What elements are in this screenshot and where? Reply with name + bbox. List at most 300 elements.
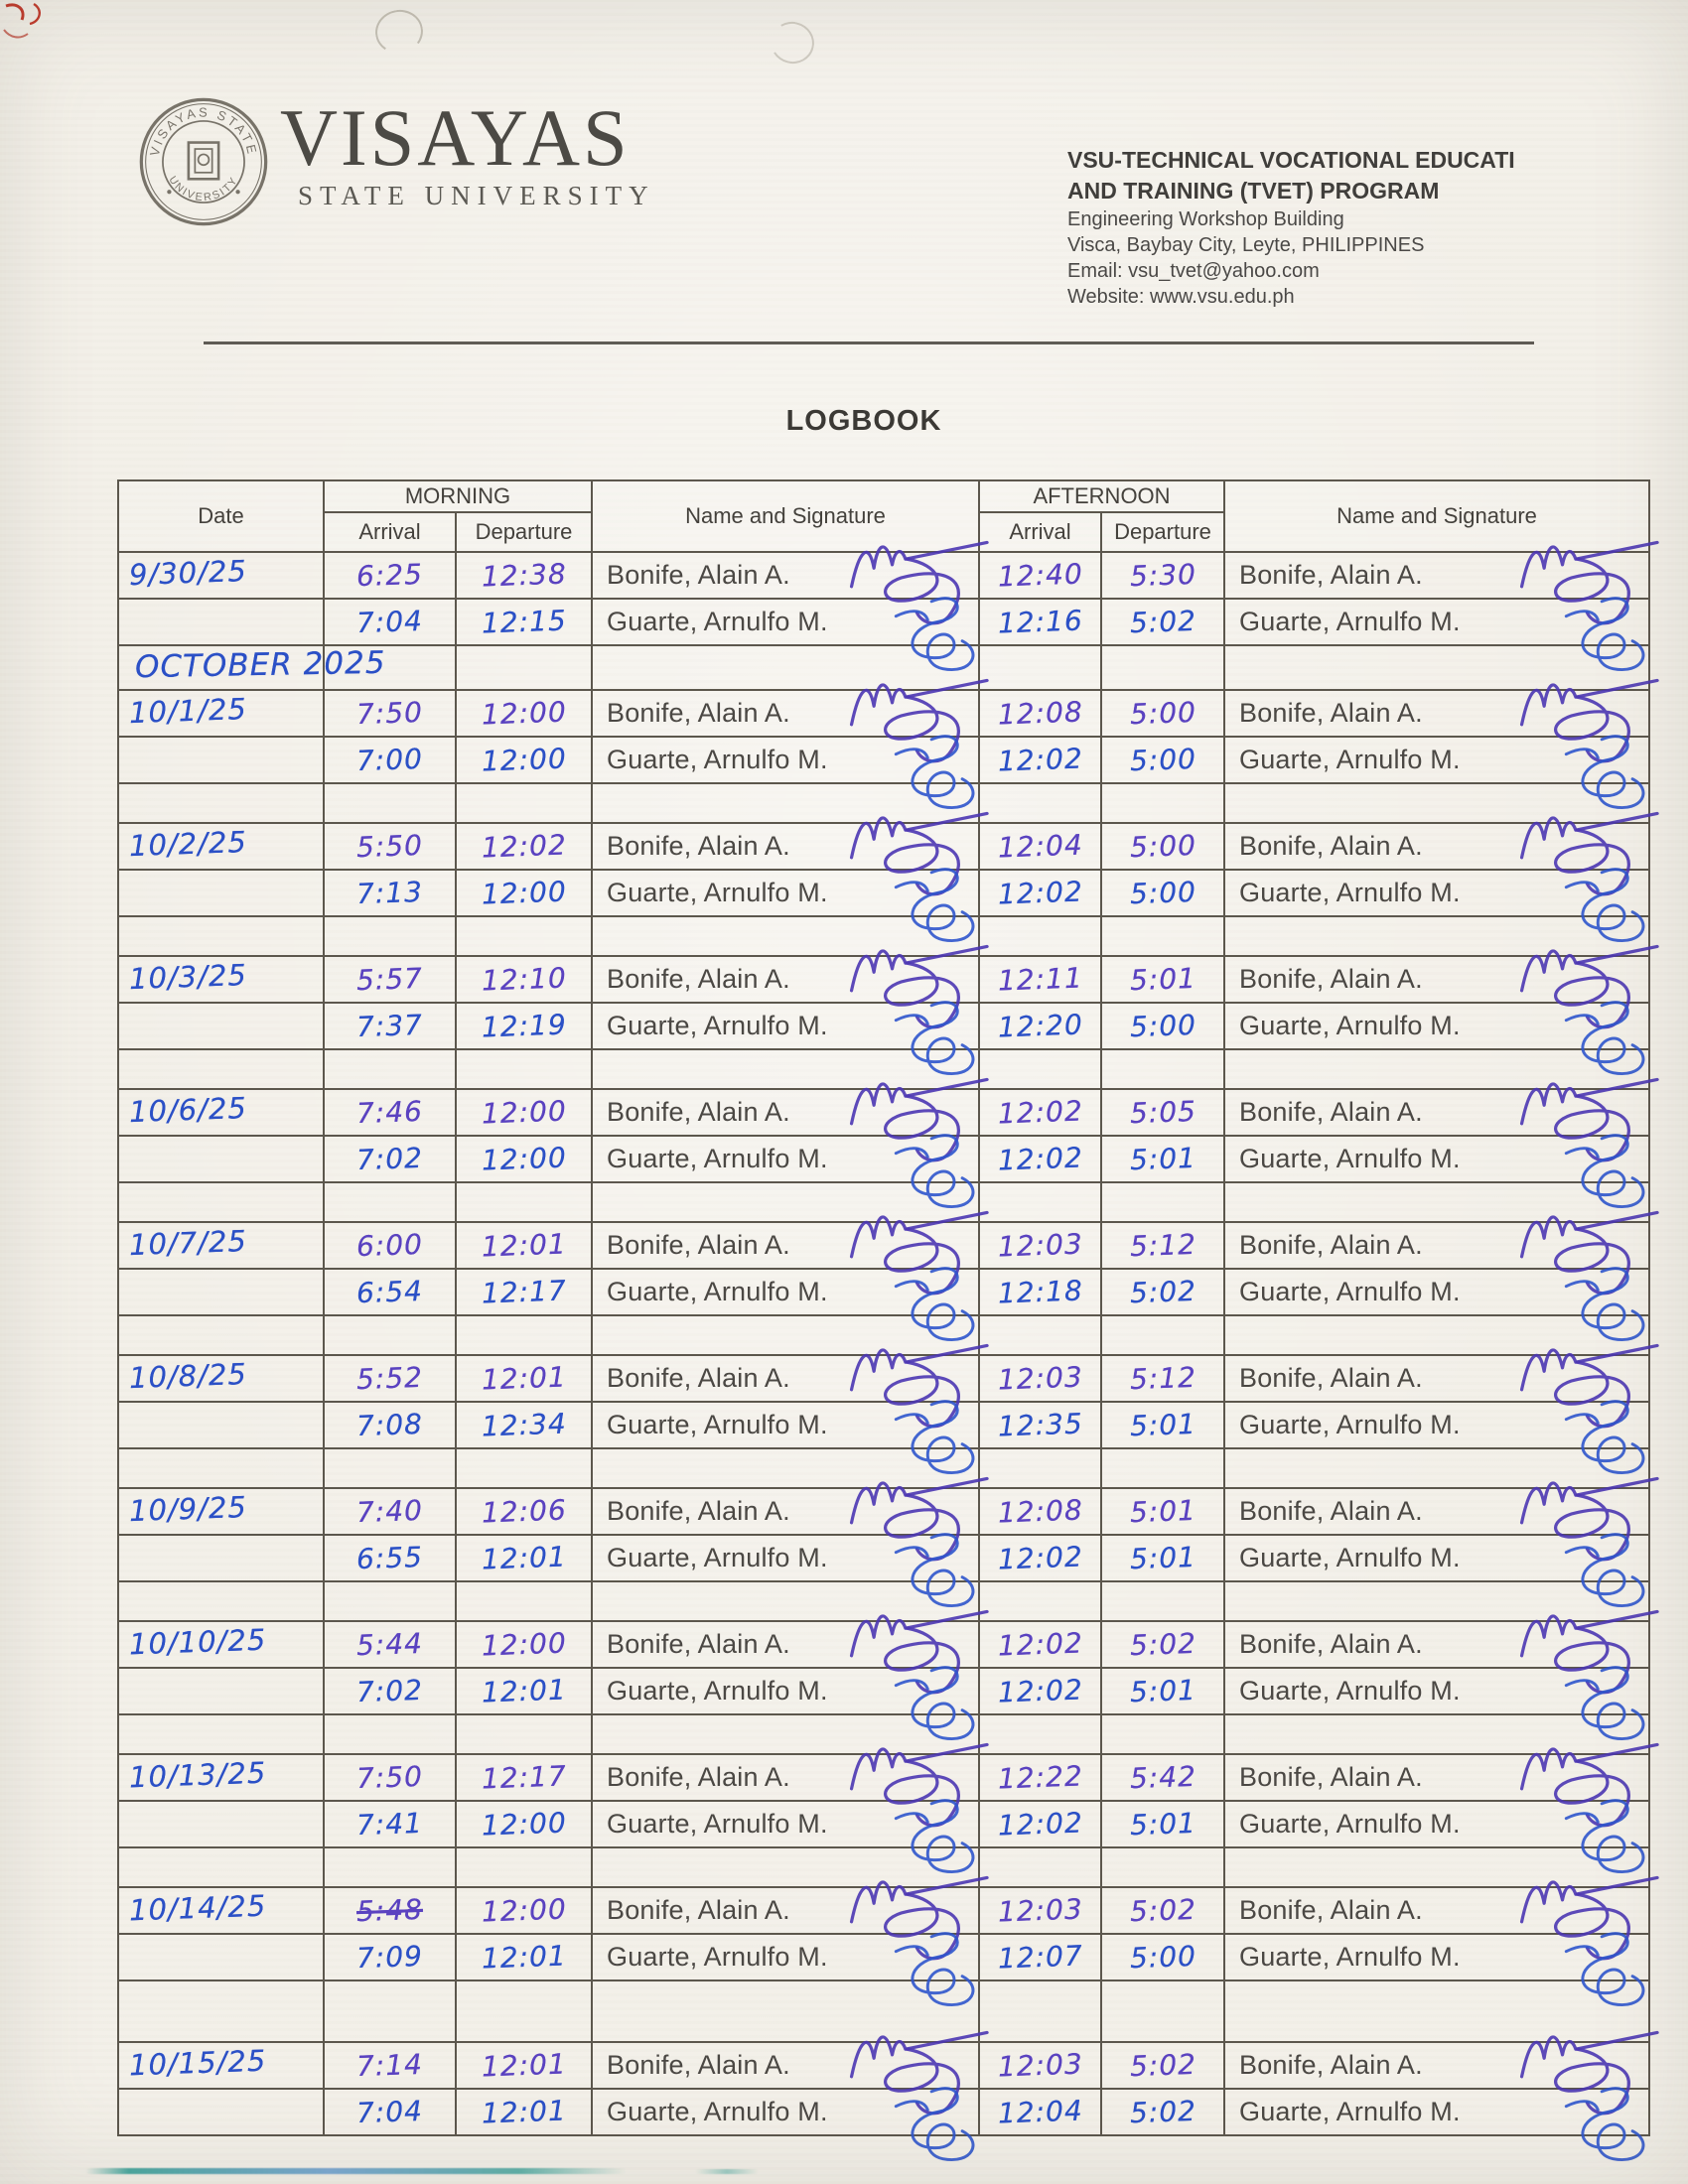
morning-arrival-value: 7:02 <box>355 1673 424 1709</box>
date-cell <box>118 1003 324 1049</box>
afternoon-departure <box>1101 1003 1224 1049</box>
afternoon-name-cell <box>1224 823 1649 870</box>
empty-cell <box>592 1049 979 1089</box>
afternoon-arrival <box>979 870 1101 916</box>
morning-arrival-value: 7:40 <box>355 1493 424 1530</box>
program-title-line1: VSU-TECHNICAL VOCATIONAL EDUCATI <box>1067 147 1515 173</box>
morning-departure-value: 12:00 <box>481 1626 567 1663</box>
morning-name-cell <box>592 1801 979 1847</box>
afternoon-arrival-value: 12:40 <box>997 557 1083 594</box>
morning-arrival <box>324 956 456 1003</box>
empty-cell <box>118 1581 324 1621</box>
morning-name-cell <box>592 1887 979 1934</box>
afternoon-arrival-value: 12:16 <box>997 604 1083 640</box>
morning-departure-value: 12:00 <box>481 1892 567 1929</box>
printed-name: Bonife, Alain A. <box>1239 1629 1423 1659</box>
empty-cell <box>324 1182 456 1222</box>
printed-name: Guarte, Arnulfo M. <box>607 1277 828 1306</box>
afternoon-departure-value: 5:30 <box>1128 557 1196 594</box>
morning-arrival <box>324 2089 456 2135</box>
morning-name-cell <box>592 956 979 1003</box>
morning-departure-value: 12:00 <box>481 1806 567 1843</box>
morning-name-cell <box>592 1934 979 1980</box>
afternoon-name-cell <box>1224 956 1649 1003</box>
date-cell <box>118 1402 324 1448</box>
entry-date: 10/7/25 <box>128 1223 248 1263</box>
printed-name: Bonife, Alain A. <box>1239 1363 1423 1393</box>
morning-arrival <box>324 737 456 783</box>
afternoon-departure-value: 5:01 <box>1128 961 1196 998</box>
afternoon-arrival <box>979 1355 1101 1402</box>
empty-cell <box>324 1714 456 1754</box>
university-wordmark <box>280 92 655 211</box>
afternoon-name-cell <box>1224 1402 1649 1448</box>
afternoon-departure <box>1101 1136 1224 1182</box>
log-entry-row <box>118 1535 1649 1581</box>
empty-cell <box>456 1049 592 1089</box>
printed-name: Bonife, Alain A. <box>1239 964 1423 994</box>
afternoon-departure <box>1101 1621 1224 1668</box>
morning-arrival-value: 5:52 <box>355 1360 424 1397</box>
morning-name-cell <box>592 1668 979 1714</box>
afternoon-arrival <box>979 2042 1101 2089</box>
entry-date: 10/3/25 <box>128 957 248 997</box>
morning-arrival-value: 7:08 <box>355 1407 424 1443</box>
morning-arrival <box>324 1488 456 1535</box>
morning-name-cell <box>592 1402 979 1448</box>
morning-arrival <box>324 870 456 916</box>
spacer-row <box>118 1714 1649 1754</box>
date-cell <box>118 1934 324 1980</box>
morning-departure-value: 12:19 <box>481 1008 567 1044</box>
date-cell <box>118 956 324 1003</box>
morning-arrival-value: 6:00 <box>355 1227 424 1264</box>
morning-arrival <box>324 1136 456 1182</box>
morning-arrival <box>324 1269 456 1315</box>
empty-cell <box>1224 1182 1649 1222</box>
empty-cell <box>456 1714 592 1754</box>
entry-date: 10/6/25 <box>128 1090 248 1130</box>
printed-name: Bonife, Alain A. <box>607 1097 790 1127</box>
afternoon-departure-value: 5:01 <box>1128 1493 1196 1530</box>
morning-name-cell <box>592 1754 979 1801</box>
printed-name: Guarte, Arnulfo M. <box>1239 1144 1461 1173</box>
seal-text-top: VISAYAS STATE <box>146 104 261 158</box>
printed-name: Guarte, Arnulfo M. <box>1239 745 1461 774</box>
morning-departure-value: 12:01 <box>481 1540 567 1576</box>
morning-name-cell <box>592 690 979 737</box>
afternoon-arrival-value: 12:22 <box>997 1759 1083 1796</box>
morning-name-cell <box>592 1269 979 1315</box>
date-cell <box>118 823 324 870</box>
address-line1: Engineering Workshop Building <box>1067 208 1344 231</box>
morning-arrival <box>324 690 456 737</box>
afternoon-arrival <box>979 1003 1101 1049</box>
empty-cell <box>979 1049 1101 1089</box>
empty-cell <box>592 1182 979 1222</box>
morning-departure <box>456 1801 592 1847</box>
empty-cell <box>1101 1980 1224 2042</box>
col-header-afternoon: AFTERNOON <box>979 480 1224 512</box>
afternoon-arrival-value: 12:35 <box>997 1407 1083 1443</box>
month-label: OCTOBER 2025 <box>134 644 386 686</box>
afternoon-arrival <box>979 1754 1101 1801</box>
morning-departure <box>456 599 592 645</box>
printed-name: Bonife, Alain A. <box>607 1496 790 1526</box>
empty-cell <box>456 1182 592 1222</box>
printed-name: Guarte, Arnulfo M. <box>607 878 828 907</box>
program-title-line2: AND TRAINING (TVET) PROGRAM <box>1067 178 1440 205</box>
scanner-ink-streak <box>85 2168 627 2174</box>
afternoon-name-cell <box>1224 1355 1649 1402</box>
afternoon-arrival-value: 12:04 <box>997 828 1083 865</box>
col-header-departure-pm: Departure <box>1101 512 1224 552</box>
afternoon-departure-value: 5:02 <box>1128 1626 1196 1663</box>
afternoon-arrival <box>979 1621 1101 1668</box>
log-entry-row <box>118 1754 1649 1801</box>
morning-departure <box>456 2042 592 2089</box>
morning-departure <box>456 1136 592 1182</box>
empty-cell <box>1224 1448 1649 1488</box>
morning-departure <box>456 1089 592 1136</box>
log-entry-row <box>118 1003 1649 1049</box>
morning-departure <box>456 1754 592 1801</box>
empty-cell <box>324 1581 456 1621</box>
afternoon-departure <box>1101 1887 1224 1934</box>
date-cell <box>118 2089 324 2135</box>
morning-departure <box>456 1887 592 1934</box>
afternoon-arrival <box>979 823 1101 870</box>
afternoon-departure <box>1101 1535 1224 1581</box>
log-entry-row <box>118 599 1649 645</box>
empty-cell <box>1101 1714 1224 1754</box>
afternoon-arrival-value: 12:02 <box>997 1141 1083 1177</box>
morning-arrival-value: 7:09 <box>355 1939 424 1976</box>
morning-arrival-value: 5:50 <box>355 828 424 865</box>
afternoon-name-cell <box>1224 2042 1649 2089</box>
afternoon-departure <box>1101 690 1224 737</box>
printed-name: Bonife, Alain A. <box>607 1230 790 1260</box>
afternoon-arrival-value: 12:02 <box>997 1094 1083 1131</box>
morning-departure-value: 12:01 <box>481 2047 567 2084</box>
afternoon-departure <box>1101 2089 1224 2135</box>
morning-departure-value: 12:38 <box>481 557 567 594</box>
printed-name: Guarte, Arnulfo M. <box>1239 2097 1461 2126</box>
morning-arrival-value: 7:37 <box>355 1008 424 1044</box>
morning-name-cell <box>592 870 979 916</box>
date-cell <box>118 690 324 737</box>
afternoon-name-cell <box>1224 1801 1649 1847</box>
log-entry-row <box>118 2089 1649 2135</box>
col-header-name-afternoon: Name and Signature <box>1224 480 1649 552</box>
morning-departure <box>456 870 592 916</box>
morning-arrival <box>324 1887 456 1934</box>
afternoon-arrival <box>979 1269 1101 1315</box>
afternoon-departure <box>1101 1269 1224 1315</box>
empty-cell <box>456 916 592 956</box>
afternoon-arrival <box>979 1535 1101 1581</box>
afternoon-departure-value: 5:01 <box>1128 1141 1196 1177</box>
afternoon-departure-value: 5:01 <box>1128 1673 1196 1709</box>
printed-name: Bonife, Alain A. <box>1239 698 1423 728</box>
empty-cell <box>1224 645 1649 690</box>
morning-name-cell <box>592 1355 979 1402</box>
empty-cell <box>1101 1847 1224 1887</box>
afternoon-departure <box>1101 2042 1224 2089</box>
morning-departure-value: 12:34 <box>481 1407 567 1443</box>
afternoon-departure-value: 5:00 <box>1128 875 1196 911</box>
morning-arrival <box>324 552 456 599</box>
afternoon-arrival <box>979 1136 1101 1182</box>
red-pen-marks <box>0 0 89 60</box>
empty-cell <box>592 1847 979 1887</box>
morning-arrival-value: 5:48 <box>355 1892 424 1929</box>
afternoon-arrival <box>979 1801 1101 1847</box>
log-entry-row <box>118 1355 1649 1402</box>
log-entry-row <box>118 1089 1649 1136</box>
afternoon-name-cell <box>1224 1621 1649 1668</box>
afternoon-arrival-value: 12:03 <box>997 2047 1083 2084</box>
morning-departure <box>456 1003 592 1049</box>
document-title: LOGBOOK <box>785 405 942 437</box>
afternoon-name-cell <box>1224 1754 1649 1801</box>
morning-departure-value: 12:00 <box>481 695 567 732</box>
afternoon-departure-value: 5:00 <box>1128 695 1196 732</box>
empty-cell <box>1101 1049 1224 1089</box>
afternoon-departure-value: 5:02 <box>1128 2094 1196 2130</box>
morning-departure <box>456 2089 592 2135</box>
afternoon-arrival-value: 12:08 <box>997 1493 1083 1530</box>
afternoon-departure <box>1101 1488 1224 1535</box>
date-cell <box>118 1089 324 1136</box>
printed-name: Bonife, Alain A. <box>607 1629 790 1659</box>
log-entry-row <box>118 1621 1649 1668</box>
printed-name: Guarte, Arnulfo M. <box>607 745 828 774</box>
spacer-row <box>118 1448 1649 1488</box>
university-name: VISAYAS <box>280 92 631 183</box>
morning-departure <box>456 956 592 1003</box>
afternoon-departure <box>1101 552 1224 599</box>
date-cell <box>118 2042 324 2089</box>
afternoon-name-cell <box>1224 1887 1649 1934</box>
printed-name: Bonife, Alain A. <box>607 2050 790 2080</box>
entry-date: 10/14/25 <box>128 1888 267 1928</box>
morning-departure <box>456 1621 592 1668</box>
empty-cell <box>1224 1980 1649 2042</box>
empty-cell <box>592 1315 979 1355</box>
morning-name-cell <box>592 1535 979 1581</box>
empty-cell <box>1101 645 1224 690</box>
log-entry-row <box>118 2042 1649 2089</box>
afternoon-departure-value: 5:02 <box>1128 604 1196 640</box>
morning-arrival-value: 7:41 <box>355 1806 424 1843</box>
printed-name: Bonife, Alain A. <box>1239 1496 1423 1526</box>
morning-arrival-value: 7:02 <box>355 1141 424 1177</box>
empty-cell <box>324 1980 456 2042</box>
morning-departure-value: 12:01 <box>481 2094 567 2130</box>
morning-departure-value: 12:00 <box>481 875 567 911</box>
afternoon-departure-value: 5:02 <box>1128 2047 1196 2084</box>
spacer-row <box>118 1315 1649 1355</box>
morning-name-cell <box>592 552 979 599</box>
empty-cell <box>1101 1182 1224 1222</box>
morning-departure <box>456 690 592 737</box>
afternoon-arrival-value: 12:20 <box>997 1008 1083 1044</box>
log-entry-row <box>118 823 1649 870</box>
printed-name: Guarte, Arnulfo M. <box>1239 1410 1461 1439</box>
empty-cell <box>1224 1049 1649 1089</box>
empty-cell <box>1101 916 1224 956</box>
morning-departure <box>456 1934 592 1980</box>
log-entry-row <box>118 1887 1649 1934</box>
entry-date: 10/15/25 <box>128 2043 267 2083</box>
afternoon-departure <box>1101 737 1224 783</box>
date-cell <box>118 552 324 599</box>
printed-name: Bonife, Alain A. <box>607 1895 790 1925</box>
entry-date: 10/9/25 <box>128 1489 248 1529</box>
morning-arrival-value: 6:54 <box>355 1274 424 1310</box>
morning-name-cell <box>592 599 979 645</box>
guarte-signature-icon <box>1551 2078 1679 2181</box>
afternoon-arrival <box>979 956 1101 1003</box>
morning-name-cell <box>592 2042 979 2089</box>
entry-date: 10/1/25 <box>128 691 248 731</box>
morning-arrival-value: 6:55 <box>355 1540 424 1576</box>
empty-cell <box>979 1315 1101 1355</box>
entry-date: 10/2/25 <box>128 824 248 864</box>
printed-name: Bonife, Alain A. <box>607 964 790 994</box>
afternoon-arrival <box>979 2089 1101 2135</box>
empty-cell <box>118 1847 324 1887</box>
afternoon-arrival-value: 12:03 <box>997 1360 1083 1397</box>
spacer-row <box>118 1049 1649 1089</box>
empty-cell <box>1224 783 1649 823</box>
afternoon-departure-value: 5:00 <box>1128 742 1196 778</box>
afternoon-arrival <box>979 552 1101 599</box>
printed-name: Bonife, Alain A. <box>1239 1895 1423 1925</box>
morning-departure <box>456 1222 592 1269</box>
log-entry-row <box>118 1222 1649 1269</box>
col-header-morning: MORNING <box>324 480 592 512</box>
afternoon-departure <box>1101 823 1224 870</box>
empty-cell <box>592 1714 979 1754</box>
afternoon-arrival <box>979 1089 1101 1136</box>
afternoon-departure <box>1101 599 1224 645</box>
entry-date: 9/30/25 <box>128 553 248 593</box>
website-line: Website: www.vsu.edu.ph <box>1067 286 1295 309</box>
afternoon-arrival-value: 12:02 <box>997 1673 1083 1709</box>
morning-arrival-value: 7:04 <box>355 604 424 640</box>
printed-name: Bonife, Alain A. <box>1239 1097 1423 1127</box>
morning-departure-value: 12:01 <box>481 1939 567 1976</box>
empty-cell <box>979 783 1101 823</box>
col-header-departure-am: Departure <box>456 512 592 552</box>
afternoon-name-cell <box>1224 1003 1649 1049</box>
printed-name: Guarte, Arnulfo M. <box>1239 1809 1461 1839</box>
morning-arrival-value: 7:13 <box>355 875 424 911</box>
log-entry-row <box>118 737 1649 783</box>
printed-name: Guarte, Arnulfo M. <box>1239 607 1461 636</box>
afternoon-departure <box>1101 1801 1224 1847</box>
empty-cell <box>1101 783 1224 823</box>
printed-name: Guarte, Arnulfo M. <box>607 1011 828 1040</box>
date-cell <box>118 1535 324 1581</box>
afternoon-name-cell <box>1224 737 1649 783</box>
empty-cell <box>592 916 979 956</box>
spacer-row <box>118 1847 1649 1887</box>
morning-arrival <box>324 823 456 870</box>
empty-cell <box>456 645 592 690</box>
morning-arrival <box>324 1003 456 1049</box>
afternoon-name-cell <box>1224 1136 1649 1182</box>
morning-departure <box>456 1488 592 1535</box>
morning-departure-value: 12:01 <box>481 1227 567 1264</box>
month-divider-row <box>118 645 1649 690</box>
month-cell <box>118 644 386 690</box>
empty-cell <box>324 1847 456 1887</box>
date-cell <box>118 1668 324 1714</box>
afternoon-arrival <box>979 737 1101 783</box>
paper-ring-mark-1 <box>372 6 427 58</box>
log-entry-row <box>118 1269 1649 1315</box>
date-cell <box>118 1136 324 1182</box>
seal-text-bottom: UNIVERSITY <box>166 174 241 205</box>
empty-cell <box>979 1847 1101 1887</box>
afternoon-departure-value: 5:02 <box>1128 1892 1196 1929</box>
empty-cell <box>979 1980 1101 2042</box>
col-header-date: Date <box>118 480 324 552</box>
morning-arrival <box>324 1668 456 1714</box>
afternoon-departure-value: 5:12 <box>1128 1227 1196 1264</box>
afternoon-arrival-value: 12:02 <box>997 875 1083 911</box>
afternoon-departure-value: 5:05 <box>1128 1094 1196 1131</box>
morning-arrival <box>324 2042 456 2089</box>
morning-departure-value: 12:01 <box>481 1360 567 1397</box>
spacer-row <box>118 783 1649 823</box>
morning-departure-value: 12:00 <box>481 742 567 778</box>
afternoon-name-cell <box>1224 690 1649 737</box>
printed-name: Guarte, Arnulfo M. <box>1239 1942 1461 1972</box>
afternoon-departure <box>1101 1089 1224 1136</box>
empty-cell <box>456 1315 592 1355</box>
morning-departure <box>456 1355 592 1402</box>
morning-departure-value: 12:01 <box>481 1673 567 1709</box>
morning-arrival <box>324 1355 456 1402</box>
printed-name: Guarte, Arnulfo M. <box>607 607 828 636</box>
empty-cell <box>979 1182 1101 1222</box>
date-cell <box>118 1754 324 1801</box>
morning-arrival <box>324 1402 456 1448</box>
printed-name: Bonife, Alain A. <box>1239 831 1423 861</box>
printed-name: Guarte, Arnulfo M. <box>1239 878 1461 907</box>
morning-arrival-value: 7:04 <box>355 2094 424 2130</box>
afternoon-arrival <box>979 599 1101 645</box>
empty-cell <box>1101 1581 1224 1621</box>
empty-cell <box>1224 916 1649 956</box>
empty-cell <box>456 783 592 823</box>
logbook-header <box>118 480 1649 552</box>
afternoon-arrival-value: 12:18 <box>997 1274 1083 1310</box>
morning-departure <box>456 823 592 870</box>
seal-emblem <box>189 143 218 180</box>
printed-name: Guarte, Arnulfo M. <box>607 2097 828 2126</box>
afternoon-name-cell <box>1224 1934 1649 1980</box>
log-entry-row <box>118 1934 1649 1980</box>
date-cell <box>118 870 324 916</box>
printed-name: Guarte, Arnulfo M. <box>607 1410 828 1439</box>
afternoon-name-cell <box>1224 1488 1649 1535</box>
afternoon-departure <box>1101 1222 1224 1269</box>
